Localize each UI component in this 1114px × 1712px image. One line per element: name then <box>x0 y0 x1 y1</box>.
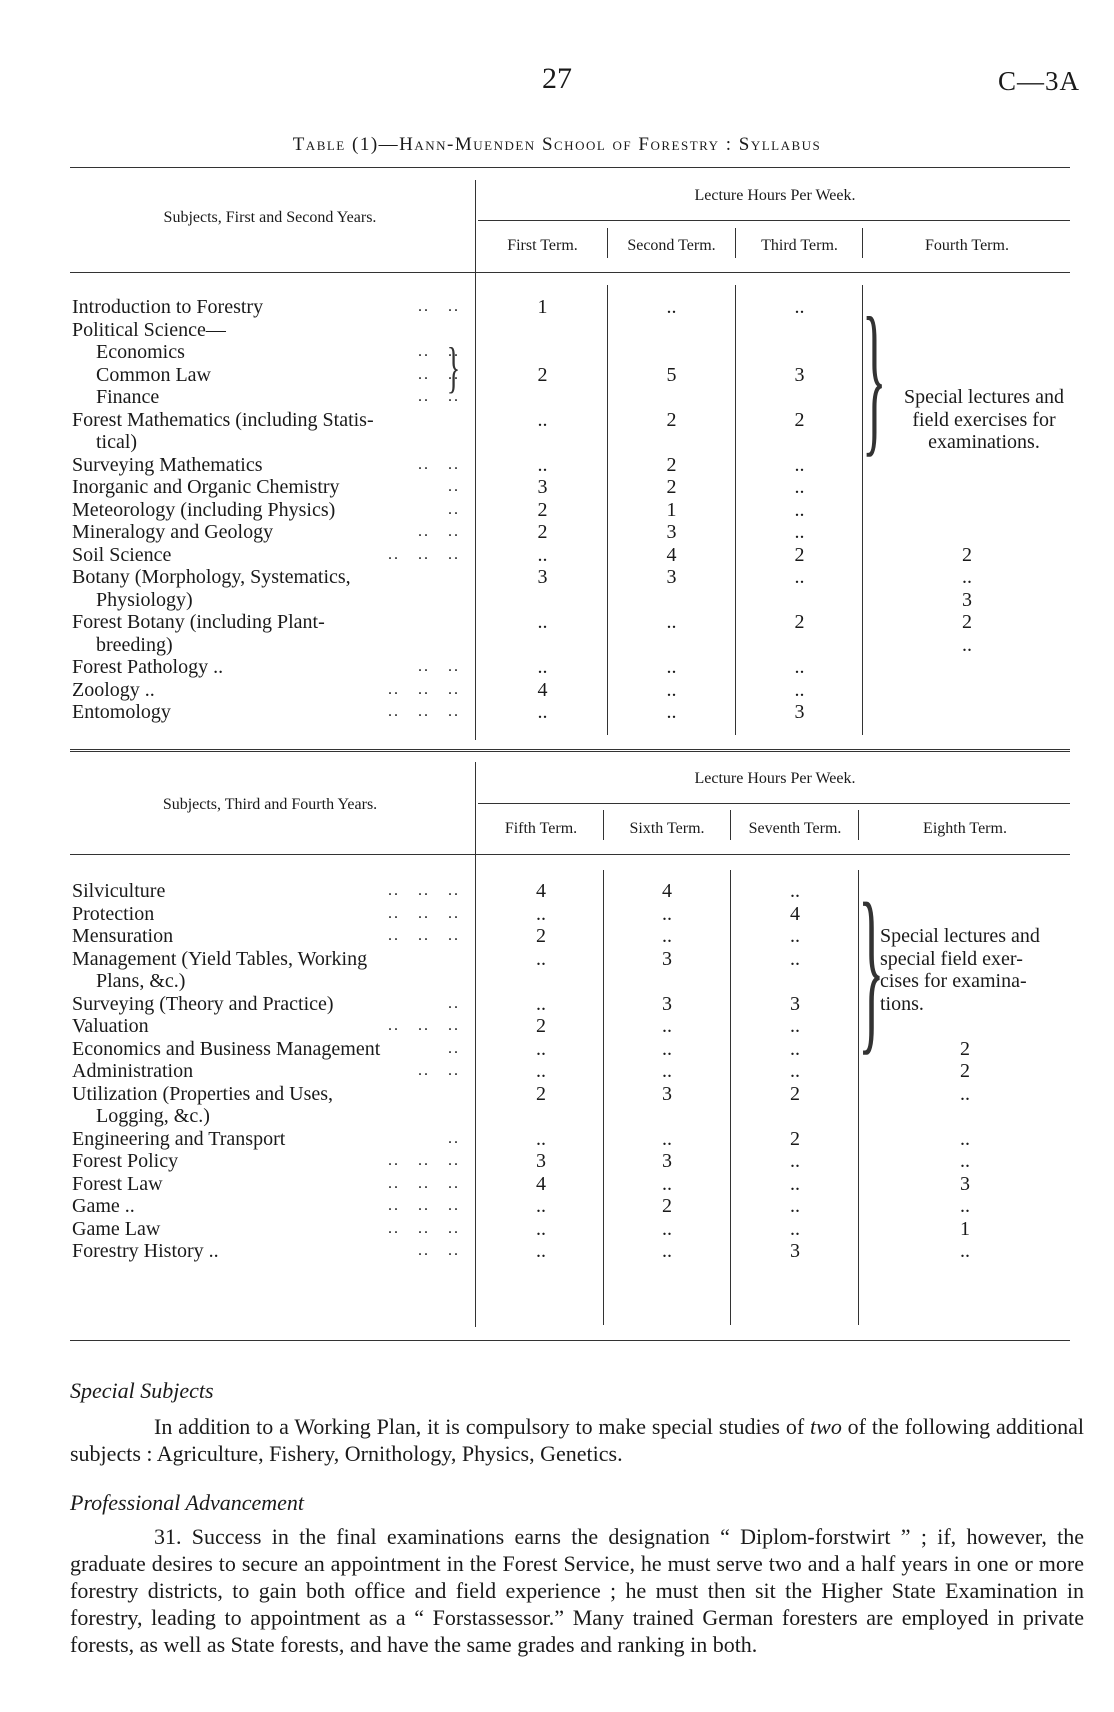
hours-cell: 3 <box>666 521 677 543</box>
header-bottom-rule <box>70 272 1070 273</box>
leader-dots: .. .. <box>412 298 460 315</box>
hours-cell <box>480 319 605 342</box>
subject-row <box>72 634 460 657</box>
hours-cell: .. <box>536 1060 546 1082</box>
hours-cell: 1 <box>537 296 548 318</box>
subject-name: Forest Botany (including Plant- <box>72 611 325 633</box>
hours-cell: 3 <box>794 363 805 386</box>
subject-name: Forestry History .. <box>72 1240 219 1262</box>
hours-cell: .. <box>960 1150 970 1172</box>
subject-row <box>72 903 460 926</box>
hours-cell: .. <box>537 611 548 633</box>
subject-row <box>72 499 460 522</box>
term-header-5: Fifth Term. <box>504 820 578 837</box>
hours-cell: 3 <box>794 701 805 723</box>
hours-cell: 2 <box>666 408 677 431</box>
subject-row <box>72 948 460 971</box>
subject-row <box>72 1218 460 1241</box>
hours-cell: 2 <box>960 1037 970 1060</box>
subject-row <box>72 521 460 544</box>
term-column-7 <box>732 880 858 1263</box>
hours-cell: .. <box>794 566 805 588</box>
subject-name: Administration <box>72 1060 194 1082</box>
hours-cell: .. <box>537 408 548 431</box>
hours-cell: 3 <box>790 992 800 1015</box>
hours-cell: .. <box>960 1195 970 1217</box>
term-header-7: Seventh Term. <box>748 820 842 837</box>
leader-dots: .. .. .. <box>382 545 460 563</box>
hours-cell: 1 <box>666 498 677 521</box>
subject-row <box>72 1128 460 1151</box>
professional-advancement-heading: Professional Advancement <box>70 1490 305 1515</box>
subject-name: Forest Policy <box>72 1150 179 1172</box>
hours-cell <box>480 970 602 993</box>
hours-cell: .. <box>790 925 800 947</box>
subject-name: Plans, &c.) <box>96 970 186 992</box>
hours-cell: .. <box>790 1172 800 1195</box>
subject-row <box>72 1015 460 1038</box>
hours-cell <box>737 589 862 612</box>
hours-cell: 2 <box>962 543 972 566</box>
hours-cell: 2 <box>536 1015 546 1037</box>
subject-name: Game Law <box>72 1217 161 1240</box>
subject-row <box>72 656 460 679</box>
hours-cell: .. <box>536 992 546 1015</box>
subject-name: Political Science— <box>72 318 226 341</box>
subject-name: Soil Science <box>72 543 172 566</box>
subject-row <box>72 679 460 702</box>
hours-cell: 4 <box>662 880 672 902</box>
hours-cell <box>737 634 862 657</box>
subject-row <box>72 1083 460 1106</box>
hours-cell: 3 <box>536 1150 546 1172</box>
leader-dots: .. .. .. <box>382 927 460 944</box>
subject-row <box>72 319 460 342</box>
hours-cell: .. <box>794 678 805 701</box>
subject-name: Economics and Business Management <box>72 1037 381 1060</box>
professional-advancement-paragraph: 31. Success in the final examinations earns the designation “ Diplom-forstwirt ” ; if, however, the graduate desires to secure an appointment in the Forest Service, he must serve two and a half years in one or more forestry districts, to gain both office and field experience ; he must then sit the Higher State Examination in forestry, leading to appointment as a “ Forstassessor.” Many trained German foresters are employed in private forests, as well as State forests, and have the same grades and ranking in both. <box>70 1524 1084 1657</box>
page-number: 27 <box>542 62 572 95</box>
hours-cell: 3 <box>662 947 672 970</box>
hours-cell: 2 <box>536 925 546 947</box>
column-divider <box>475 180 476 740</box>
subject-list <box>72 296 460 724</box>
hours-cell: .. <box>662 925 672 947</box>
leader-dots: .. <box>442 500 460 518</box>
hours-cell: 1 <box>960 1217 970 1240</box>
hours-cell: .. <box>666 611 677 633</box>
subject-row <box>72 701 460 724</box>
hours-cell: 2 <box>790 1127 800 1150</box>
hours-cell: .. <box>790 1015 800 1037</box>
hours-cell: .. <box>790 1037 800 1060</box>
hours-cell: 2 <box>666 453 677 476</box>
hours-cell: .. <box>962 633 972 656</box>
hours-cell: .. <box>536 1240 546 1262</box>
subject-row <box>72 341 460 364</box>
term-column-8 <box>860 1038 1070 1263</box>
subject-row <box>72 880 460 903</box>
hours-cell: 2 <box>537 521 548 543</box>
hours-cell <box>609 319 734 342</box>
hours-cell: 2 <box>537 498 548 521</box>
subject-name: Botany (Morphology, Systematics, <box>72 566 351 588</box>
hours-cell: .. <box>537 453 548 476</box>
subject-row <box>72 1060 460 1083</box>
hours-cell: 3 <box>790 1240 800 1262</box>
hours-cell <box>480 634 605 657</box>
subject-row <box>72 1173 460 1196</box>
subject-name: Economics <box>96 341 185 363</box>
subject-row <box>72 364 460 387</box>
leader-dots: .. .. <box>412 455 460 473</box>
subject-name: breeding) <box>96 633 173 656</box>
subject-row <box>72 1038 460 1061</box>
note-line: field exercises for <box>912 408 1056 431</box>
subject-name: Finance <box>96 386 160 408</box>
special-lectures-note <box>884 386 1084 454</box>
hours-cell: .. <box>794 296 805 318</box>
subjects-header: Subjects, Third and Fourth Years. <box>162 796 378 813</box>
subject-name: Surveying Mathematics <box>72 453 263 476</box>
leader-dots: .. .. <box>412 343 460 360</box>
leader-dots: .. <box>442 994 460 1012</box>
term-column-2 <box>609 296 734 724</box>
hours-cell <box>480 386 605 409</box>
table-bottom-rule <box>70 749 1070 752</box>
note-line: Special lectures and <box>880 925 1040 947</box>
subject-row <box>72 970 460 993</box>
hours-cell <box>480 431 605 454</box>
hours-cell: 2 <box>962 611 972 633</box>
subjects-header: Subjects, First and Second Years. <box>163 209 377 226</box>
leader-dots: .. .. .. <box>382 904 460 922</box>
subject-row <box>72 925 460 948</box>
hours-cell: 3 <box>537 476 548 498</box>
subject-row <box>72 544 460 567</box>
hours-cell <box>609 341 734 364</box>
hours-cell: 4 <box>666 543 677 566</box>
header-rule <box>478 220 1070 221</box>
subject-row <box>72 1150 460 1173</box>
hours-cell: .. <box>794 476 805 498</box>
term-header-6: Sixth Term. <box>629 820 705 837</box>
hours-cell <box>480 341 605 364</box>
hours-cell: 3 <box>960 1172 970 1195</box>
hours-cell: .. <box>790 1150 800 1172</box>
hours-cell: .. <box>790 1060 800 1082</box>
lecture-hours-header: Lecture Hours Per Week. <box>694 770 856 787</box>
column-divider <box>475 762 476 1327</box>
hours-cell: 2 <box>536 1082 546 1105</box>
subject-row <box>72 431 460 454</box>
hours-cell: .. <box>960 1240 970 1262</box>
hours-cell: .. <box>790 947 800 970</box>
hours-cell <box>732 970 858 993</box>
hours-cell: .. <box>662 1015 672 1037</box>
subject-row <box>72 386 460 409</box>
hours-cell: .. <box>962 566 972 588</box>
hours-cell: .. <box>536 1195 546 1217</box>
hours-cell: .. <box>666 296 677 318</box>
brace-icon: } <box>446 337 461 399</box>
brace-icon: } <box>862 283 887 471</box>
hours-cell: 3 <box>962 588 972 611</box>
special-subjects-paragraph: In addition to a Working Plan, it is compulsory to make special studies of two of the following additional subjects : Agriculture, Fishery, Ornithology, Physics, Genetics. <box>70 1414 1084 1466</box>
leader-dots: .. .. <box>412 1062 460 1079</box>
hours-cell <box>737 319 862 342</box>
hours-cell: .. <box>536 1127 546 1150</box>
leader-dots: .. <box>442 478 460 495</box>
hours-cell: 4 <box>537 678 548 701</box>
subject-row <box>72 409 460 432</box>
hours-cell: .. <box>960 1127 970 1150</box>
lecture-hours-header: Lecture Hours Per Week. <box>694 187 856 204</box>
header-bottom-rule <box>70 854 1070 855</box>
leader-dots: .. .. <box>412 1242 460 1259</box>
hours-cell: 2 <box>666 476 677 498</box>
subject-name: Game .. <box>72 1195 135 1217</box>
hours-cell: .. <box>662 1240 672 1262</box>
hours-cell: .. <box>790 880 800 902</box>
hours-cell <box>605 970 729 993</box>
hours-cell: .. <box>666 678 677 701</box>
subject-name: tical) <box>96 431 138 453</box>
table-rule <box>70 167 1070 168</box>
subject-name: Utilization (Properties and Uses, <box>72 1082 334 1105</box>
subject-name: Management (Yield Tables, Working <box>72 947 368 970</box>
subject-name: Engineering and Transport <box>72 1127 286 1150</box>
leader-dots: .. .. <box>412 658 460 675</box>
subject-name: Introduction to Forestry <box>72 296 264 318</box>
subject-name: Mineralogy and Geology <box>72 521 274 543</box>
term-column-6 <box>605 880 729 1263</box>
hours-cell: .. <box>537 701 548 723</box>
subject-row <box>72 476 460 499</box>
hours-cell: .. <box>536 902 546 925</box>
hours-cell <box>609 386 734 409</box>
special-lectures-note <box>880 925 1090 1015</box>
hours-cell: .. <box>794 656 805 678</box>
table-bottom-rule <box>70 1340 1070 1341</box>
header-rule <box>478 803 1070 804</box>
note-line: special field exer- <box>880 947 1023 970</box>
subject-row <box>72 589 460 612</box>
hours-cell: .. <box>662 1172 672 1195</box>
leader-dots: .. .. <box>412 365 460 383</box>
note-line: examinations. <box>928 431 1040 453</box>
hours-cell: 2 <box>537 363 548 386</box>
brace-icon: } <box>858 866 885 1071</box>
hours-cell <box>480 1105 602 1128</box>
subject-name: Valuation <box>72 1015 149 1037</box>
term-header-2: Second Term. <box>627 237 716 254</box>
note-line: Special lectures and <box>904 386 1064 408</box>
subject-name: Forest Pathology .. <box>72 656 224 678</box>
subject-name: Logging, &c.) <box>96 1105 210 1127</box>
subject-row <box>72 454 460 477</box>
hours-cell: .. <box>666 656 677 678</box>
leader-dots: .. .. <box>412 523 460 540</box>
hours-cell: .. <box>662 1217 672 1240</box>
subject-name: Protection <box>72 902 155 925</box>
term-column-3 <box>737 296 862 724</box>
term-header-8: Eighth Term. <box>923 820 1007 837</box>
subject-row <box>72 1105 460 1128</box>
hours-cell: 2 <box>960 1060 970 1082</box>
hours-cell: 2 <box>794 408 805 431</box>
hours-cell: 2 <box>794 611 805 633</box>
leader-dots: .. .. .. <box>382 1219 460 1237</box>
subject-row <box>72 1195 460 1218</box>
subject-name: Physiology) <box>96 588 193 611</box>
hours-cell: .. <box>666 701 677 723</box>
hours-cell: .. <box>790 1195 800 1217</box>
leader-dots: .. <box>442 1129 460 1147</box>
hours-cell: .. <box>794 521 805 543</box>
subject-row <box>72 566 460 589</box>
hours-cell <box>609 589 734 612</box>
hours-cell: .. <box>662 902 672 925</box>
hours-cell: 2 <box>794 543 805 566</box>
hours-cell: .. <box>537 543 548 566</box>
subject-list <box>72 880 460 1263</box>
hours-cell <box>480 589 605 612</box>
subject-name: Surveying (Theory and Practice) <box>72 992 334 1015</box>
subject-name: Meteorology (including Physics) <box>72 498 336 521</box>
leader-dots: .. .. .. <box>382 1197 460 1214</box>
leader-dots: .. <box>448 1039 460 1057</box>
note-line: tions. <box>880 992 924 1015</box>
subject-row <box>72 1240 460 1263</box>
hours-cell: 2 <box>662 1195 672 1217</box>
hours-cell <box>860 1105 1070 1128</box>
hours-cell: 3 <box>537 566 548 588</box>
hours-cell: 3 <box>662 992 672 1015</box>
hours-cell: .. <box>662 1037 672 1060</box>
hours-cell <box>609 634 734 657</box>
subject-name: Forest Law <box>72 1172 163 1195</box>
hours-cell: .. <box>536 1217 546 1240</box>
document-reference: C—3A <box>997 66 1080 96</box>
term-header-1: First Term. <box>507 237 578 254</box>
hours-cell: 4 <box>536 880 546 902</box>
subject-row <box>72 296 460 319</box>
subject-name: Common Law <box>96 363 211 386</box>
subject-name: Silviculture <box>72 880 166 902</box>
term-column-1 <box>480 296 605 724</box>
leader-dots: .. .. .. <box>382 703 460 720</box>
hours-cell: .. <box>537 656 548 678</box>
hours-cell: .. <box>536 947 546 970</box>
leader-dots: .. .. .. <box>382 1174 460 1192</box>
hours-cell: .. <box>794 498 805 521</box>
leader-dots: .. .. .. <box>382 1152 460 1169</box>
subject-name: Inorganic and Organic Chemistry <box>72 476 340 498</box>
leader-dots: .. .. .. <box>382 680 460 698</box>
hours-cell <box>609 431 734 454</box>
leader-dots: .. .. <box>412 388 460 405</box>
subject-name: Forest Mathematics (including Statis- <box>72 408 374 431</box>
hours-cell: 5 <box>666 363 677 386</box>
subject-name: Entomology <box>72 701 171 723</box>
hours-cell <box>737 386 862 409</box>
term-header-4: Fourth Term. <box>925 237 1009 254</box>
hours-cell <box>732 1105 858 1128</box>
hours-cell: 4 <box>790 902 800 925</box>
hours-cell <box>737 431 862 454</box>
subject-name: Zoology .. <box>72 678 155 701</box>
hours-cell: .. <box>662 1127 672 1150</box>
subject-row <box>72 993 460 1016</box>
leader-dots: .. .. .. <box>382 1017 460 1034</box>
hours-cell: .. <box>960 1082 970 1105</box>
hours-cell: 3 <box>662 1082 672 1105</box>
subject-row <box>72 611 460 634</box>
term-column-4 <box>864 544 1070 657</box>
hours-cell: 4 <box>536 1172 546 1195</box>
special-subjects-heading: Special Subjects <box>70 1378 214 1403</box>
hours-cell: .. <box>662 1060 672 1082</box>
hours-cell: 2 <box>790 1082 800 1105</box>
leader-dots: .. .. .. <box>382 882 460 899</box>
hours-cell: 3 <box>666 566 677 588</box>
note-line: cises for examina- <box>880 970 1027 992</box>
subject-name: Mensuration <box>72 925 174 947</box>
hours-cell <box>737 341 862 364</box>
term-header-3: Third Term. <box>761 237 838 254</box>
hours-cell: 3 <box>662 1150 672 1172</box>
hours-cell: .. <box>794 453 805 476</box>
hours-cell: .. <box>536 1037 546 1060</box>
term-column-5 <box>480 880 602 1263</box>
hours-cell: .. <box>790 1217 800 1240</box>
table-title: Table (1)—Hann-Muenden School of Forestry : Syllabus <box>292 134 822 155</box>
hours-cell <box>605 1105 729 1128</box>
